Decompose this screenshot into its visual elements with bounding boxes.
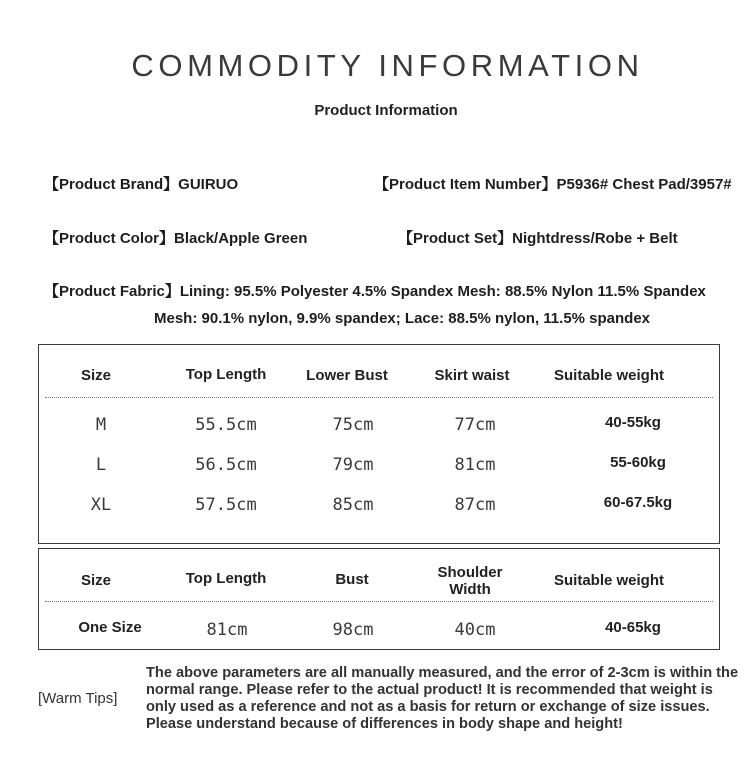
page-subtitle: Product Information (314, 102, 458, 119)
product-set: 【Product Set】Nightdress/Robe + Belt (398, 230, 678, 247)
header-bust: Bust (335, 571, 369, 588)
table-row-shoulder-width: 40cm (454, 620, 496, 640)
product-item-number: 【Product Item Number】P5936# Chest Pad/3957# (374, 176, 732, 193)
header-suitable-weight: Suitable weight (553, 572, 664, 589)
product-fabric-line2: Mesh: 90.1% nylon, 9.9% spandex; Lace: 88.5% nylon, 11.5% spandex (154, 310, 651, 327)
table-row-top-length: 56.5cm (195, 455, 257, 475)
table-row-weight: 55-60kg (610, 454, 666, 471)
page-title: COMMODITY INFORMATION (131, 48, 644, 83)
header-shoulder-width: Shoulder Width (437, 564, 503, 598)
table-row-top-length: 81cm (206, 620, 248, 640)
table-row-size: XL (90, 495, 112, 515)
table-row-bust: 98cm (332, 620, 374, 640)
product-fabric: 【Product Fabric】Lining: 95.5% Polyester 4.5% Spandex Mesh: 88.5% Nylon 11.5% Spandex (44, 283, 706, 300)
table-row-skirt-waist: 81cm (454, 455, 496, 475)
product-color: 【Product Color】Black/Apple Green (44, 230, 308, 247)
table-row-size: M (95, 415, 107, 435)
table-row-size: L (95, 455, 107, 475)
header-top-length: Top Length (185, 570, 267, 587)
table-row-lower-bust: 79cm (332, 455, 374, 475)
table-row-skirt-waist: 77cm (454, 415, 496, 435)
header-top-length: Top Length (185, 366, 267, 383)
warm-tips-label: [Warm Tips] (38, 690, 118, 707)
header-suitable-weight: Suitable weight (553, 367, 664, 384)
one-size-table (38, 548, 720, 650)
header-size: Size (80, 572, 111, 589)
header-divider (45, 601, 713, 602)
product-brand: 【Product Brand】GUIRUO (44, 176, 239, 193)
header-divider (45, 397, 713, 398)
table-row-size: One Size (78, 619, 142, 636)
size-table (38, 344, 720, 544)
header-size: Size (80, 367, 111, 384)
table-row-lower-bust: 75cm (332, 415, 374, 435)
table-row-weight: 40-55kg (605, 414, 661, 431)
warm-tips-text: The above parameters are all manually measured, and the error of 2-3cm is within the normal range. Please refer to the actual product! It is recommended that weight is only used as a reference and not as a basis for return or exchange of size issues. Please understand because of differences in body shape and height! (146, 665, 739, 732)
header-skirt-waist: Skirt waist (434, 367, 510, 384)
table-row-weight: 60-67.5kg (603, 494, 673, 511)
table-row-top-length: 57.5cm (195, 495, 257, 515)
table-row-skirt-waist: 87cm (454, 495, 496, 515)
header-lower-bust: Lower Bust (306, 367, 388, 384)
table-row-weight: 40-65kg (605, 619, 661, 636)
table-row-top-length: 55.5cm (195, 415, 257, 435)
table-row-lower-bust: 85cm (332, 495, 374, 515)
